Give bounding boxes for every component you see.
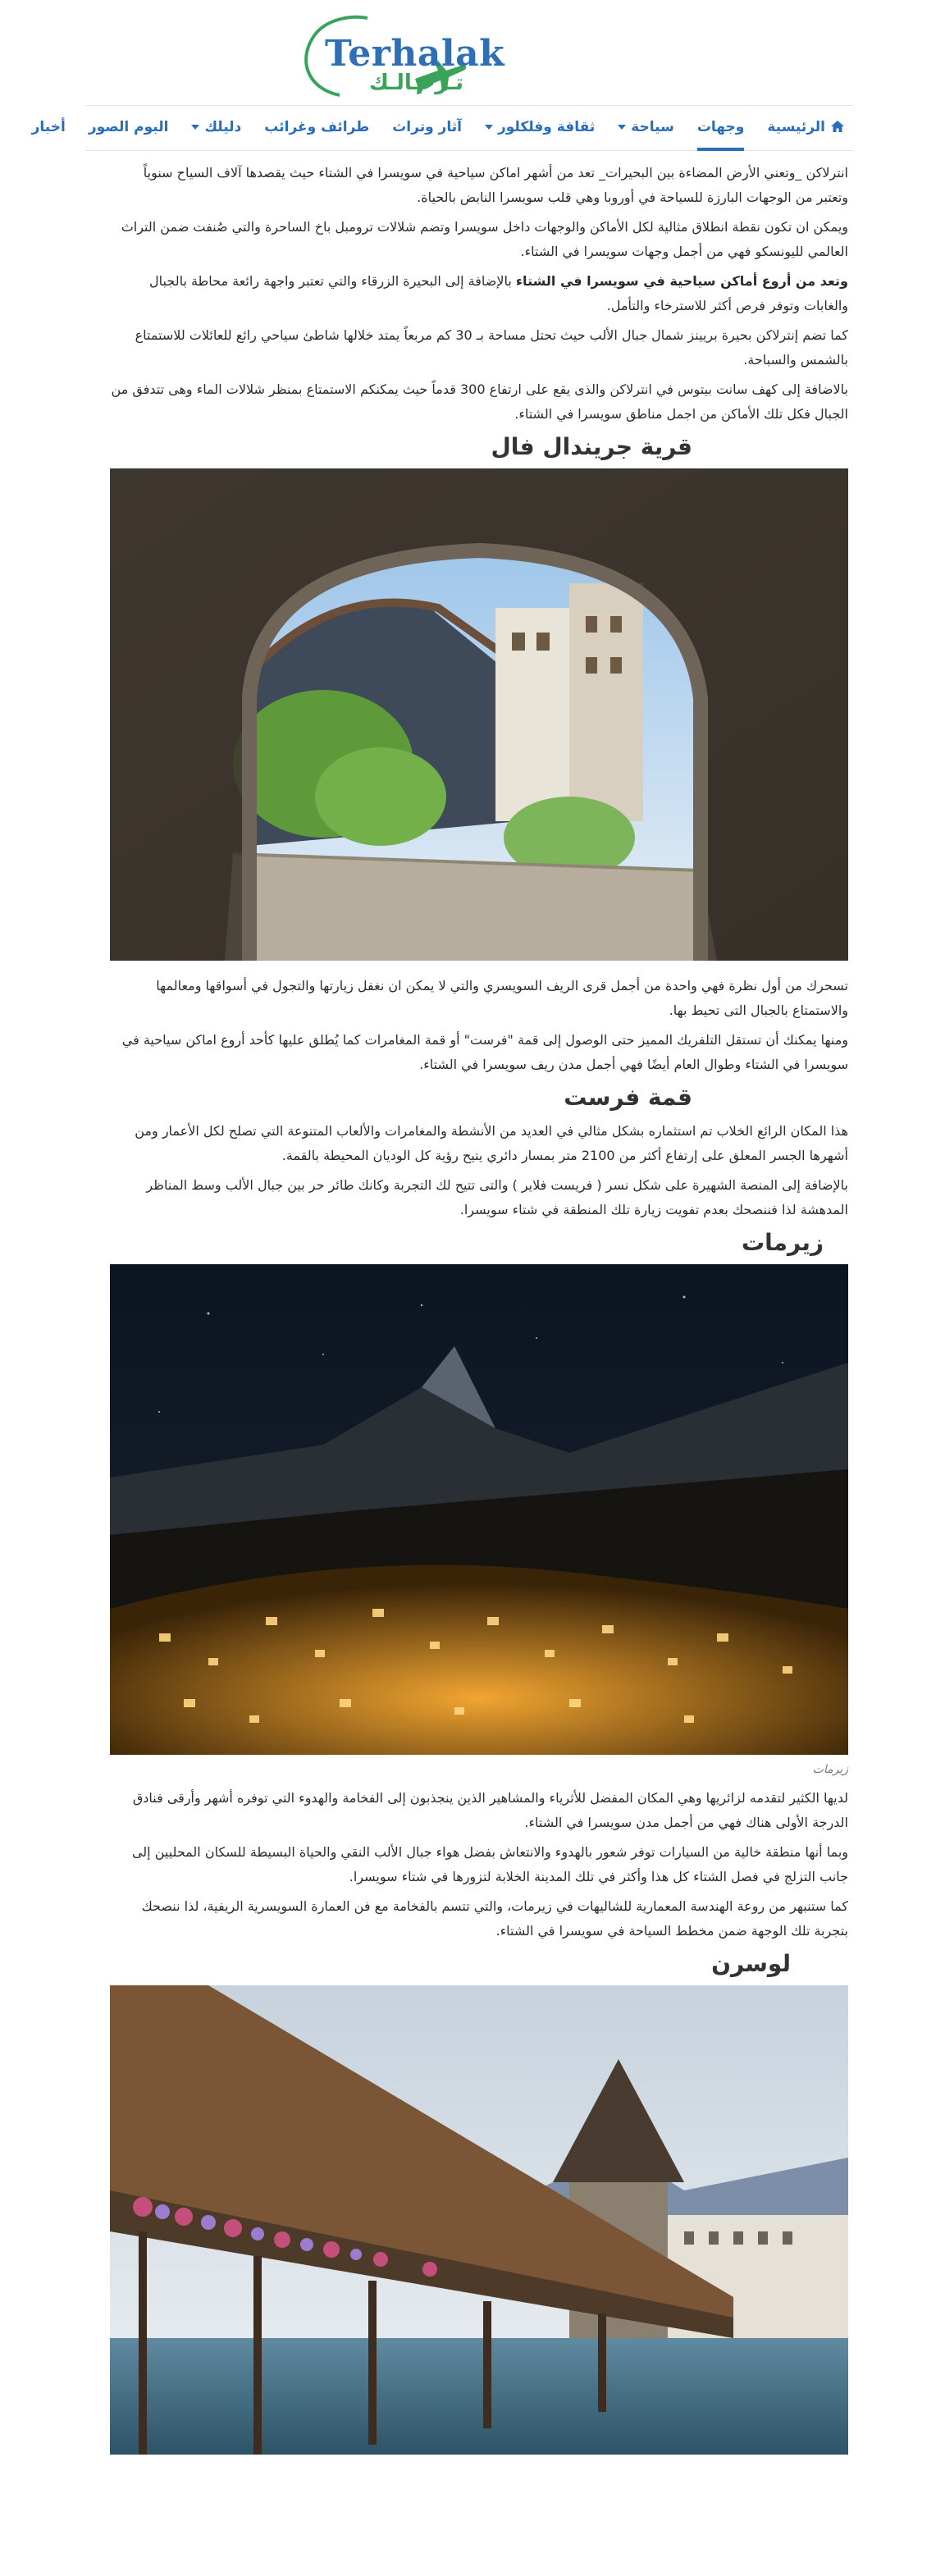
night-town-image [110, 1264, 848, 1755]
logo-text-en: Terhalak [325, 33, 505, 75]
grindelwald-photo [110, 468, 848, 961]
nav-item-photo-album[interactable] [89, 105, 169, 151]
bridge-photo-image [110, 1985, 848, 2455]
nav-item-label: وجهات [696, 119, 745, 135]
section-title: قرية جريندال فال [491, 433, 692, 460]
nav-item-news[interactable] [32, 105, 66, 151]
intro-paragraph [110, 269, 848, 318]
section-title: قمة فرست [564, 1084, 692, 1111]
chevron-down-icon [618, 125, 626, 130]
nav-item-culture[interactable] [485, 105, 595, 151]
section-paragraph: كما ستنبهر من روعة الهندسة المعمارية للشاليهات في زيرمات، والتي تتسم بالفخامة مع فن العمارة السويسرية الريفية، لذا ننصحك بتجربة تلك الوجهة ضمن مخطط السياحة في سويسرا في الشتاء. [141, 1898, 848, 1939]
arch-photo-image [110, 468, 848, 961]
site-header [0, 0, 945, 105]
nav-item-label: ثقافة وفلكلور [497, 119, 596, 135]
photo-caption: زيرمات [812, 1763, 848, 1776]
nav-item-destinations[interactable] [697, 105, 745, 151]
section-paragraph: وبما أنها منطقة خالية من السيارات توفر شعور بالهدوء والانتعاش بفضل هواء جبال الألب النقي والحياة البسيطة للسكان المحليين إلى جانب التزلج في فصل الشتاء كل هذا وأكثر في تلك المدينة الخلابة لتزورها في شتاء سويسرا. [131, 1844, 848, 1884]
intro-paragraph: انترلاكن _وتعني الأرض المضاءة بين البحيرات_ تعد من أشهر اماكن سياحية في سويسرا في الشتاء حيث يقصدها آلاف السياح سنوياً وتعتبر من الوجهات البارزة للسياحة في أوروبا وهي قلب سويسرا النابض بالحياة. [143, 165, 848, 205]
home-icon [830, 120, 845, 133]
nav-item-tourism[interactable] [618, 105, 674, 151]
nav-item-label: الرئيسية [767, 119, 825, 135]
intro-paragraph-rest: بالإضافة إلى البحيرة الزرقاء والتي تعتبر واجهة رائعة محاطة بالجبال والغابات وتوفر فرص أكثر للاسترخاء والتأمل. [149, 273, 848, 313]
zermatt-photo [110, 1264, 848, 1755]
section-paragraph: ومنها يمكنك أن تستقل التلفريك المميز حتى الوصول إلى قمة "فرست" أو قمة المغامرات كما يُطلق عليها كأحد أروع اماكن سياحية في سويسرا في الشتاء وطوال العام أيضًا فهي أجمل مدن ريف سويسرا في الشتاء. [121, 1032, 848, 1072]
chevron-down-icon [485, 125, 493, 130]
section-paragraph: لديها الكثير لتقدمه لزائريها وهي المكان المفضل للأثرياء والمشاهير الذين ينجذبون إلى الفخامة والهدوء التي توفره أشهر وأرقى فنادق الدرجة الأولى هناك فهي من أجمل مدن سويسرا في الشتاء. [132, 1790, 848, 1830]
nav-item-home[interactable] [767, 105, 845, 151]
main-nav [31, 105, 853, 151]
intro-paragraph: ويمكن ان تكون نقطة انطلاق مثالية لكل الأماكن والوجهات داخل سويسرا وتضم شلالات ترومبل باخ الساحرة والتي صُنفت ضمن التراث العالمي لليونسكو فهي من أجمل وجهات سويسرا في الشتاء. [121, 219, 848, 259]
site-logo[interactable] [292, 10, 505, 105]
intro-paragraph: كما تضم إنترلاكن بحيرة بريينز شمال جبال الألب حيث تحتل مساحة بـ 30 كم مربعاً يمتد خلالها شاطئ سياحي رائع للعائلات للاستمتاع بالشمس والسباحة. [135, 327, 848, 368]
intro-paragraph: بالاضافة إلى كهف سانت بيتوس في انترلاكن والذى يقع على ارتفاع 300 قدماً حيث يمكنكم الاستمتاع بمنظر شلالات الماء وهى تتدفق من الجبال فكل تلك الأماكن من اجمل مناطق سويسرا في الشتاء. [111, 381, 848, 422]
lucerne-photo [110, 1985, 848, 2455]
section-paragraph: بالإضافة إلى المنصة الشهيرة على شكل نسر ( فريست فلاير ) والتى تتيح لك التجربة وكانك طائر حر بين جبال الألب وسط المناظر المدهشة لذا فننصحك بعدم تفويت زيارة تلك المنطقة في شتاء سويسرا. [146, 1177, 848, 1217]
section-paragraph: تسحرك من أول نظرة فهي واحدة من أجمل قرى الريف السويسري والتي لا يمكن ان نغفل زيارتها والتجول في أسواقها ومعالمها والاستمتاع بالجبال التى تحيط بها. [156, 978, 848, 1018]
nav-item-label: البوم الصور [88, 119, 169, 135]
nav-item-oddities[interactable] [264, 105, 369, 151]
nav-item-guide[interactable] [191, 105, 241, 151]
section-title: زيرمات [741, 1229, 824, 1256]
nav-item-label: طرائف وغرائب [264, 119, 370, 135]
nav-item-heritage[interactable] [392, 105, 462, 151]
intro-bold-text: وتعد من أروع أماكن سياحية في سويسرا في الشتاء [515, 273, 848, 289]
nav-item-label: آثار وتراث [392, 119, 462, 135]
nav-item-label: دليلك [204, 119, 242, 135]
section-paragraph: هذا المكان الرائع الخلاب تم استثماره بشكل مثالي في العديد من الأنشطة والمغامرات والألعاب المتنوعة التي تصلح لكل الأعمار ومن أشهرها الجسر المعلق على إرتفاع أكثر من 2100 متر بمسار دائري يتيح رؤية كل الوديان المحيطة بالقمة. [135, 1123, 848, 1163]
chevron-down-icon [191, 125, 199, 130]
logo-text-ar: تـرحـالـك [369, 71, 464, 95]
nav-item-label: سياحة [631, 119, 674, 135]
article-body [110, 161, 848, 2455]
section-title: لوسرن [711, 1950, 791, 1977]
nav-item-label: أخبار [31, 119, 66, 135]
